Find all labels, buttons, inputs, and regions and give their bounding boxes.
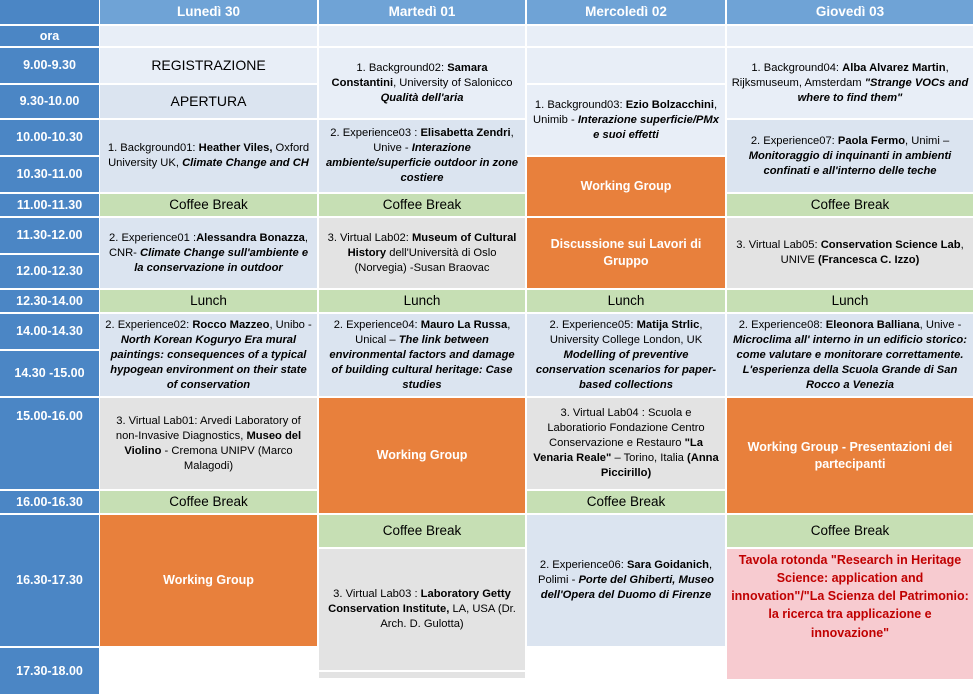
tuesday-experience04: 2. Experience04: Mauro La Russa, Unical – The link between environmental factors and damage of building cultural heritage: Case studies xyxy=(319,314,525,396)
header-day-tuesday: Martedì 01 xyxy=(319,0,525,24)
monday-background01: 1. Background01: Heather Viles, Oxford University UK, Climate Change and CH xyxy=(100,120,317,192)
tuesday-coffee-break-1: Coffee Break xyxy=(319,194,525,216)
wednesday-coffee-break: Coffee Break xyxy=(527,491,725,513)
wednesday-experience06: 2. Experience06: Sara Goidanich, Polimi - Porte del Ghiberti, Museo dell'Opera del Duomo di Firenze xyxy=(527,515,725,646)
monday-working-group: Working Group xyxy=(100,515,317,646)
tuesday-lunch: Lunch xyxy=(319,290,525,312)
thursday-background04: 1. Background04: Alba Alvarez Martin, Rijksmuseum, Amsterdam "Strange VOCs and where to find them" xyxy=(727,48,973,118)
time-slot: 12.30-14.00 xyxy=(0,290,99,312)
time-slot: 10.00-10.30 xyxy=(0,120,99,155)
ora-row-wednesday xyxy=(527,26,725,46)
time-slot: 16.30-17.30 xyxy=(0,515,99,646)
ora-row-monday xyxy=(100,26,317,46)
wednesday-working-group: Working Group xyxy=(527,157,725,216)
header-day-monday: Lunedì 30 xyxy=(100,0,317,24)
monday-coffee-break-1: Coffee Break xyxy=(100,194,317,216)
wednesday-experience05: 2. Experience05: Matija Strlic, University College London, UK Modelling of preventive conservation scenarios for paper-based collections xyxy=(527,314,725,396)
time-slot: 16.00-16.30 xyxy=(0,491,99,513)
time-slot: 9.30-10.00 xyxy=(0,85,99,118)
monday-virtual-lab01: 3. Virtual Lab01: Arvedi Laboratory of non-Invasive Diagnostics, Museo del Violino - Cremona UNIPV (Marco Malagodi) xyxy=(100,398,317,489)
wednesday-background03: 1. Background03: Ezio Bolzacchini, Unimib - Interazione superficie/PMx e suoi effetti xyxy=(527,85,725,155)
thursday-experience08: 2. Experience08: Eleonora Balliana, Unive - Microclima all' interno in un edificio storico: come valutare e monitorare correttamente. L'esperienza della Scuola Grande di San Rocco a Venezia xyxy=(727,314,973,396)
time-slot: 11.00-11.30 xyxy=(0,194,99,216)
ora-row-tuesday xyxy=(319,26,525,46)
ora-row-thursday xyxy=(727,26,973,46)
monday-experience01: 2. Experience01 :Alessandra Bonazza, CNR- Climate Change sull'ambiente e la conservazione in outdoor xyxy=(100,218,317,288)
tuesday-background02: 1. Background02: Samara Constantini, University of Salonicco Qualità dell'aria xyxy=(319,48,525,118)
thursday-lunch: Lunch xyxy=(727,290,973,312)
thursday-working-group-presentazioni: Working Group - Presentazioni dei partecipanti xyxy=(727,398,973,513)
monday-coffee-break-2: Coffee Break xyxy=(100,491,317,513)
time-slot: 9.00-9.30 xyxy=(0,48,99,83)
corner-header xyxy=(0,0,99,24)
header-day-wednesday: Mercoledì 02 xyxy=(527,0,725,24)
wednesday-lunch: Lunch xyxy=(527,290,725,312)
tuesday-empty-slot xyxy=(319,672,525,678)
thursday-experience07: 2. Experience07: Paola Fermo, Unimi – Monitoraggio di inquinanti in ambienti confinati e all'interno delle teche xyxy=(727,120,973,192)
time-slot: 11.30-12.00 xyxy=(0,218,99,253)
monday-registrazione: REGISTRAZIONE xyxy=(100,48,317,83)
tuesday-virtual-lab03: 3. Virtual Lab03 : Laboratory Getty Conservation Institute, LA, USA (Dr. Arch. D. Gulotta) xyxy=(319,549,525,670)
thursday-virtual-lab05: 3. Virtual Lab05: Conservation Science Lab, UNIVE (Francesca C. Izzo) xyxy=(727,218,973,288)
tuesday-working-group: Working Group xyxy=(319,398,525,513)
monday-experience02: 2. Experience02: Rocco Mazzeo, Unibo - North Korean Koguryo Era mural paintings: consequences of a typical hypogean environment on their state of conservation xyxy=(100,314,317,396)
tuesday-virtual-lab02: 3. Virtual Lab02: Museum of Cultural History dell'Università di Oslo (Norvegia) -Susan Braovac xyxy=(319,218,525,288)
monday-lunch: Lunch xyxy=(100,290,317,312)
thursday-coffee-break-2: Coffee Break xyxy=(727,515,973,547)
time-slot: 17.30-18.00 xyxy=(0,648,99,694)
ora-label: ora xyxy=(0,26,99,46)
header-day-thursday: Giovedì 03 xyxy=(727,0,973,24)
wednesday-discussione: Discussione sui Lavori di Gruppo xyxy=(527,218,725,288)
time-slot: 10.30-11.00 xyxy=(0,157,99,192)
thursday-coffee-break-1: Coffee Break xyxy=(727,194,973,216)
monday-apertura: APERTURA xyxy=(100,85,317,118)
time-slot: 15.00-16.00 xyxy=(0,398,99,489)
time-slot: 14.30 -15.00 xyxy=(0,351,99,396)
time-slot: 12.00-12.30 xyxy=(0,255,99,288)
thursday-tavola-rotonda: Tavola rotonda "Research in Heritage Science: application and innovation"/"La Scienza del Patrimonio: la ricerca tra applicazione e innovazione" xyxy=(727,549,973,679)
wednesday-virtual-lab04: 3. Virtual Lab04 : Scuola e Laboratiorio Fondazione Centro Conservazione e Restauro "La Venaria Reale" – Torino, Italia (Anna Piccirillo) xyxy=(527,398,725,489)
time-slot: 14.00-14.30 xyxy=(0,314,99,349)
tuesday-experience03: 2. Experience03 : Elisabetta Zendri, Unive - Interazione ambiente/superficie outdoor in zone costiere xyxy=(319,120,525,192)
wednesday-empty-slot xyxy=(527,48,725,83)
tuesday-coffee-break-2: Coffee Break xyxy=(319,515,525,547)
